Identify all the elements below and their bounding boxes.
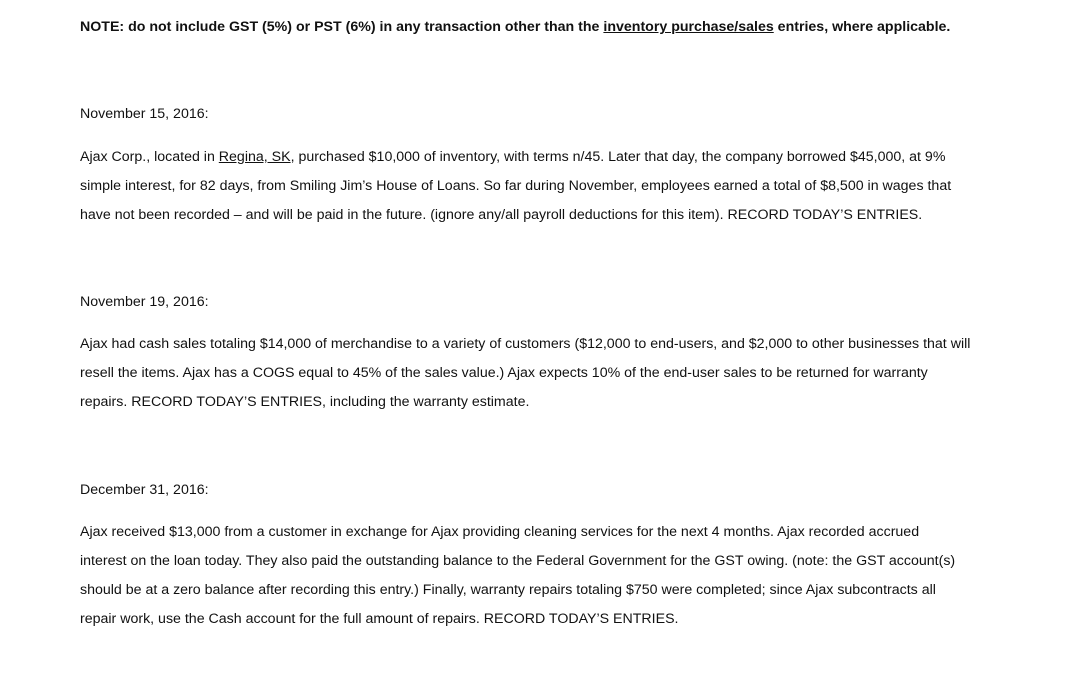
note-underlined-text: inventory purchase/sales: [603, 19, 774, 35]
paragraph-line: resell the items. Ajax has a COGS equal to 45% of the sales value.) Ajax expects 10% of the end-user sales to be returned for warranty: [80, 365, 928, 381]
paragraph-line: repairs. RECORD TODAY’S ENTRIES, including the warranty estimate.: [80, 394, 530, 410]
note-prefix: NOTE: do not include GST (5%) or PST (6%) in any transaction other than the: [80, 19, 604, 35]
paragraph-line: simple interest, for 82 days, from Smiling Jim’s House of Loans. So far during November, employees earned a total of $8,500 in wages that: [80, 178, 952, 194]
location-underlined: Regina, SK: [218, 149, 291, 165]
gst-pst-note: [80, 17, 950, 37]
line-text: Ajax Corp., located in: [80, 149, 219, 165]
paragraph-line: interest on the loan today. They also paid the outstanding balance to the Federal Government for the GST owing. (note: the GST account(s): [80, 553, 956, 569]
section-date-dec-31: December 31, 2016:: [80, 482, 209, 498]
paragraph-line: repair work, use the Cash account for the full amount of repairs. RECORD TODAY’S ENTRIES.: [80, 611, 679, 627]
section-body-dec-31: [80, 518, 1020, 634]
note-suffix: entries, where applicable.: [773, 19, 951, 35]
line-text: , purchased $10,000 of inventory, with terms n/45. Later that day, the company borrowed $45,000, at 9%: [290, 149, 946, 165]
paragraph-line: Ajax had cash sales totaling $14,000 of merchandise to a variety of customers ($12,000 to end-users, and $2,000 to other businesses that will: [80, 336, 971, 352]
paragraph-line: Ajax received $13,000 from a customer in exchange for Ajax providing cleaning services for the next 4 months. Ajax recorded accrued: [80, 524, 920, 540]
section-date-nov-15: November 15, 2016:: [80, 106, 209, 122]
section-body-nov-19: [80, 330, 1020, 417]
paragraph-line: should be at a zero balance after recording this entry.) Finally, warranty repairs totaling $750 were completed; since Ajax subcontracts all: [80, 582, 936, 598]
paragraph-line: have not been recorded – and will be paid in the future. (ignore any/all payroll deductions for this item). RECORD TODAY’S ENTRIES.: [80, 207, 923, 223]
paragraph-line: [80, 143, 1020, 172]
section-date-nov-19: November 19, 2016:: [80, 294, 209, 310]
section-body-nov-15: [80, 143, 1020, 230]
